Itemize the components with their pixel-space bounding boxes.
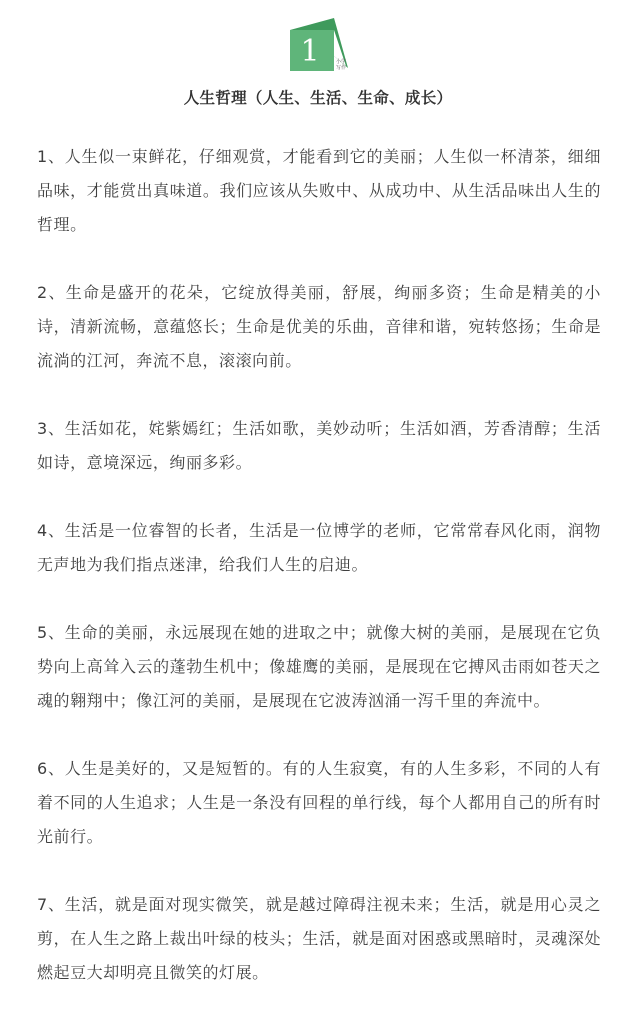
paragraph-4: 4、生活是一位睿智的长者，生活是一位博学的老师，它常常春风化雨，润物无声地为我们指点迷津，给我们人生的启迪。	[37, 521, 601, 574]
svg-text:1: 1	[300, 34, 320, 69]
article-body	[37, 140, 601, 1024]
svg-text:写作: 写作	[336, 65, 347, 71]
paragraph-6: 6、人生是美好的，又是短暂的。有的人生寂寞，有的人生多彩，不同的人有着不同的人生追求；人生是一条没有回程的单行线，每个人都用自己的所有时光前行。	[37, 759, 601, 846]
paragraph-1: 1、人生似一束鲜花，仔细观赏，才能看到它的美丽；人生似一杯清茶，细细品味，才能赏出真味道。我们应该从失败中、从成功中、从生活品味出人生的哲理。	[37, 147, 601, 234]
svg-text:小学: 小学	[336, 59, 347, 65]
paragraph-5: 5、生命的美丽，永远展现在她的进取之中；就像大树的美丽，是展现在它负势向上高耸入云的蓬勃生机中；像雄鹰的美丽，是展现在它搏风击雨如苍天之魂的翱翔中；像江河的美丽，是展现在它波涛汹涌一泻千里的奔流中。	[37, 623, 601, 710]
paragraph-3: 3、生活如花，姹紫嫣红；生活如歌，美妙动听；生活如酒，芳香清醇；生活如诗，意境深远，绚丽多彩。	[37, 419, 601, 472]
article-title: 人生哲理（人生、生活、生命、成长）	[183, 89, 453, 107]
paragraph-7: 7、生活，就是面对现实微笑，就是越过障碍注视未来；生活，就是用心灵之剪，在人生之路上裁出叶绿的枝头；生活，就是面对困惑或黑暗时，灵魂深处燃起豆大却明亮且微笑的灯展。	[37, 895, 601, 982]
logo	[288, 16, 352, 72]
book-logo-icon	[288, 16, 352, 72]
paragraph-2: 2、生命是盛开的花朵，它绽放得美丽，舒展，绚丽多资；生命是精美的小诗，清新流畅，意蕴悠长；生命是优美的乐曲，音律和谐，宛转悠扬；生命是流淌的江河，奔流不息，滚滚向前。	[37, 283, 601, 370]
